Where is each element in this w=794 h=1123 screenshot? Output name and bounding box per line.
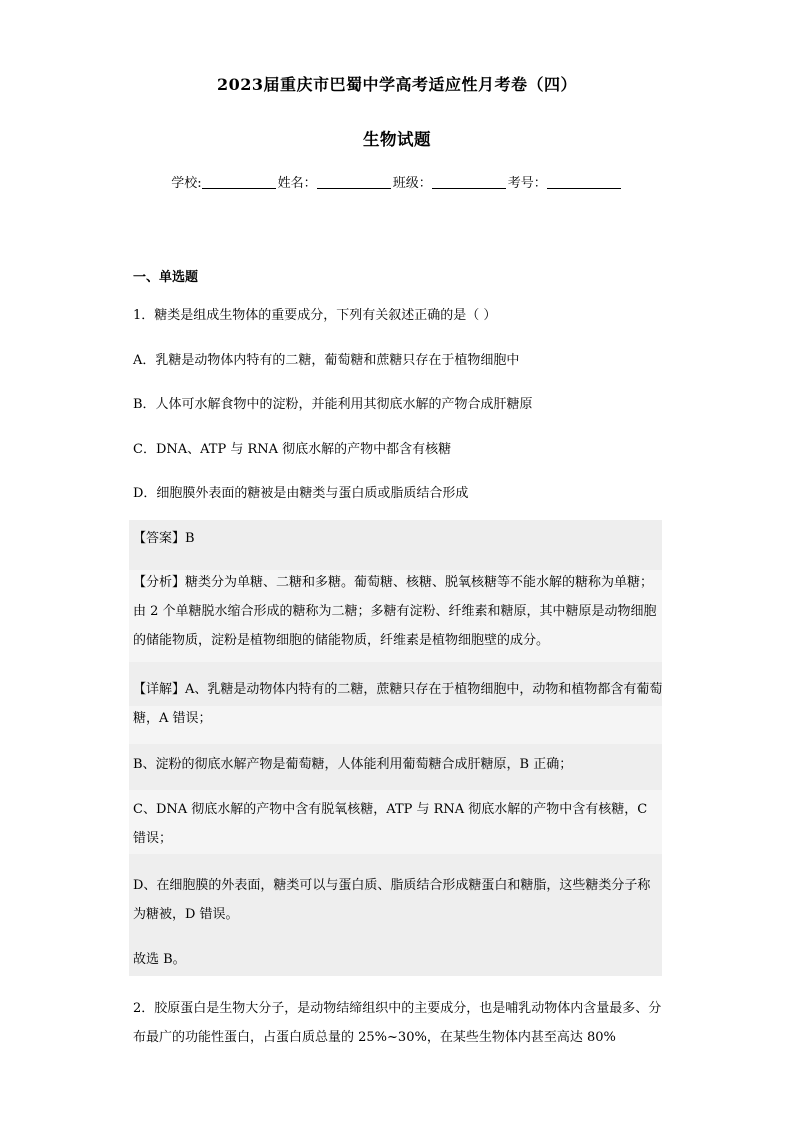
question-1-option-a: A．乳糖是动物体内特有的二糖，葡萄糖和蔗糖只存在于植物细胞中 — [133, 353, 520, 368]
class-blank[interactable] — [432, 176, 506, 189]
question-1-stem: 1．糖类是组成生物体的重要成分，下列有关叙述正确的是（ ） — [133, 308, 497, 323]
detail-a-text: 【详解】A、乳糖是动物体内特有的二糖，蔗糖只存在于植物细胞中，动物和植物都含有葡萄糖，A 错误； — [133, 682, 663, 726]
number-blank[interactable] — [547, 176, 621, 189]
conclusion-text: 故选 B。 — [133, 952, 186, 967]
question-1-option-c: C．DNA、ATP 与 RNA 彻底水解的产物中都含有核糖 — [133, 442, 452, 457]
student-info-fields — [0, 172, 794, 191]
section-heading: 一、单选题 — [133, 270, 199, 285]
name-field — [278, 172, 393, 191]
name-label: 姓名： — [277, 176, 317, 191]
question-1-option-b: B．人体可水解食物中的淀粉，并能利用其彻底水解的产物合成肝糖原 — [133, 397, 533, 412]
question-2-stem: 2．胶原蛋白是生物大分子，是动物结缔组织中的主要成分，也是哺乳动物体内含量最多、分布最广的功能性蛋白，占蛋白质总量的 25%~30%，在某些生物体内甚至高达 80% — [133, 1001, 662, 1045]
detail-c-text: C、DNA 彻底水解的产物中含有脱氧核糖，ATP 与 RNA 彻底水解的产物中含有核糖，C 错误； — [133, 802, 648, 846]
class-field — [393, 172, 508, 191]
school-field — [171, 172, 277, 191]
exam-subtitle: 生物试题 — [363, 130, 431, 149]
question-1-option-d: D．细胞膜外表面的糖被是由糖类与蛋白质或脂质结合形成 — [133, 486, 469, 501]
name-blank[interactable] — [317, 176, 391, 189]
exam-title: 2023届重庆市巴蜀中学高考适应性月考卷（四） — [216, 75, 578, 94]
class-label: 班级： — [392, 176, 432, 191]
school-blank[interactable] — [202, 176, 276, 189]
school-label: 学校: — [171, 176, 202, 191]
detail-d-text: D、在细胞膜的外表面，糖类可以与蛋白质、脂质结合形成糖蛋白和糖脂，这些糖类分子称为糖被，D 错误。 — [133, 878, 651, 922]
detail-b-text: B、淀粉的彻底水解产物是葡萄糖，人体能利用葡萄糖合成肝糖原，B 正确； — [133, 757, 573, 772]
number-label: 考号： — [507, 176, 547, 191]
analysis-text: 【分析】糖类分为单糖、二糖和多糖。葡萄糖、核糖、脱氧核糖等不能水解的糖称为单糖；由 2 个单糖脱水缩合形成的糖称为二糖；多糖有淀粉、纤维素和糖原，其中糖原是动物细胞的储能物质，淀粉是植物细胞的储能物质，纤维素是植物细胞壁的成分。 — [133, 575, 657, 648]
number-field — [508, 172, 623, 191]
answer-line: 【答案】B — [133, 531, 195, 546]
